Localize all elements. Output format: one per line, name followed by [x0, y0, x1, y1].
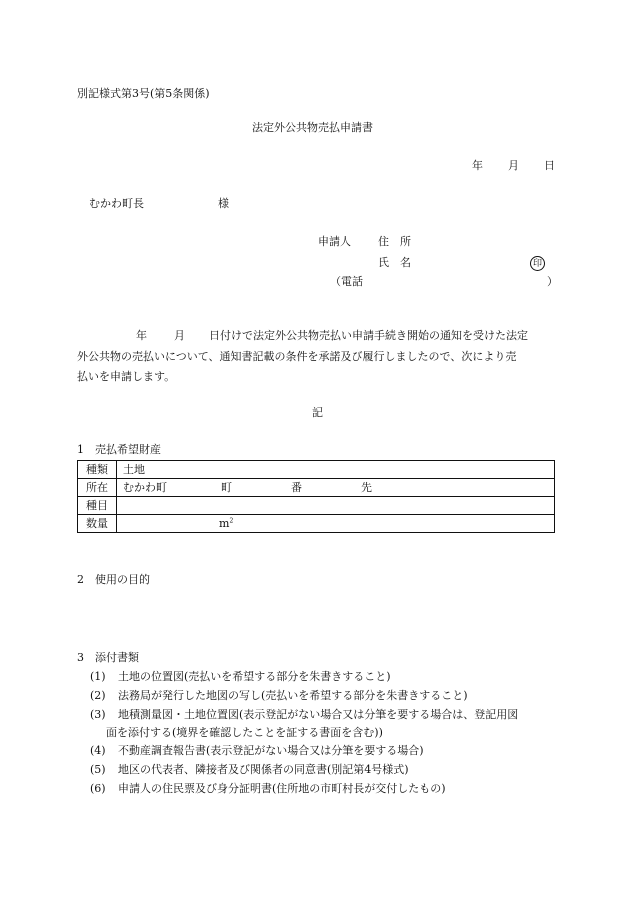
applicant-label: 申請人: [318, 235, 351, 248]
attachment-text-6: 申請人の住民票及び身分証明書(住所地の市町村長が交付したもの): [118, 782, 446, 795]
attachment-no-4: (4): [90, 744, 106, 757]
row-value-type: 土地: [117, 461, 555, 479]
body-line-2: 外公共物の売払いについて、通知書記載の条件を承諾及び履行しましたので、次により売: [77, 350, 517, 363]
section-2-heading: 2 使用の目的: [77, 573, 150, 586]
ki-mark: 記: [312, 406, 323, 419]
body-line-1: 日付けで法定外公共物売払い申請手続き開始の通知を受けた法定: [209, 329, 528, 342]
attachment-text-5: 地区の代表者、隣接者及び関係者の同意書(別記第4号様式): [118, 763, 409, 776]
attachment-no-1: (1): [90, 670, 106, 683]
attachment-text-3: 地積測量図・土地位置図(表示登記がない場合又は分筆を要する場合は、登記用図: [118, 708, 519, 721]
honorific: 様: [218, 197, 229, 210]
section-3-heading: 3 添付書類: [77, 651, 139, 664]
row-label-location: 所在: [78, 479, 117, 497]
table-row: [78, 461, 555, 479]
seal-mark: 印: [530, 256, 545, 271]
location-town: むかわ町: [123, 481, 167, 494]
location-ban: 番: [291, 481, 302, 494]
body-month: 月: [174, 329, 185, 342]
body-year: 年: [136, 329, 147, 342]
attachment-text-2: 法務局が発行した地図の写し(売払いを希望する部分を朱書きすること): [118, 689, 468, 702]
row-label-category: 種目: [78, 497, 117, 515]
property-table: [77, 460, 555, 533]
form-number: 別記様式第3号(第5条関係): [77, 87, 210, 100]
date-day-label: 日: [544, 159, 555, 172]
body-line-3: 払いを申請します。: [77, 370, 176, 383]
row-label-type: 種類: [78, 461, 117, 479]
attachment-no-3: (3): [90, 708, 106, 721]
table-row: [78, 479, 555, 497]
attachment-no-6: (6): [90, 782, 106, 795]
row-value-location: [117, 479, 555, 497]
row-value-category: [117, 497, 555, 515]
attachment-text-1: 土地の位置図(売払いを希望する部分を朱書きすること): [118, 670, 391, 683]
location-saki: 先: [361, 481, 372, 494]
attachment-no-2: (2): [90, 689, 106, 702]
table-row: [78, 497, 555, 515]
attachment-text-3-cont: 面を添付する(境界を確認したことを証する書面を含む)): [106, 726, 383, 739]
phone-open: （電話: [330, 275, 363, 288]
attachment-text-4: 不動産調査報告書(表示登記がない場合又は分筆を要する場合): [118, 744, 424, 757]
section-1-heading: 1 売払希望財産: [77, 443, 161, 456]
addressee: むかわ町長: [89, 197, 144, 210]
date-month-label: 月: [508, 159, 519, 172]
phone-close: ）: [547, 275, 558, 288]
date-year-label: 年: [472, 159, 483, 172]
attachment-no-5: (5): [90, 763, 106, 776]
quantity-unit: $m^2$: [219, 517, 234, 530]
location-cho: 町: [221, 481, 232, 494]
row-value-quantity: [117, 515, 555, 533]
row-label-quantity: 数量: [78, 515, 117, 533]
table-row: [78, 515, 555, 533]
address-label: 住 所: [378, 235, 411, 248]
name-label: 氏 名: [378, 256, 411, 269]
document-title: 法定外公共物売払申請書: [252, 121, 373, 134]
